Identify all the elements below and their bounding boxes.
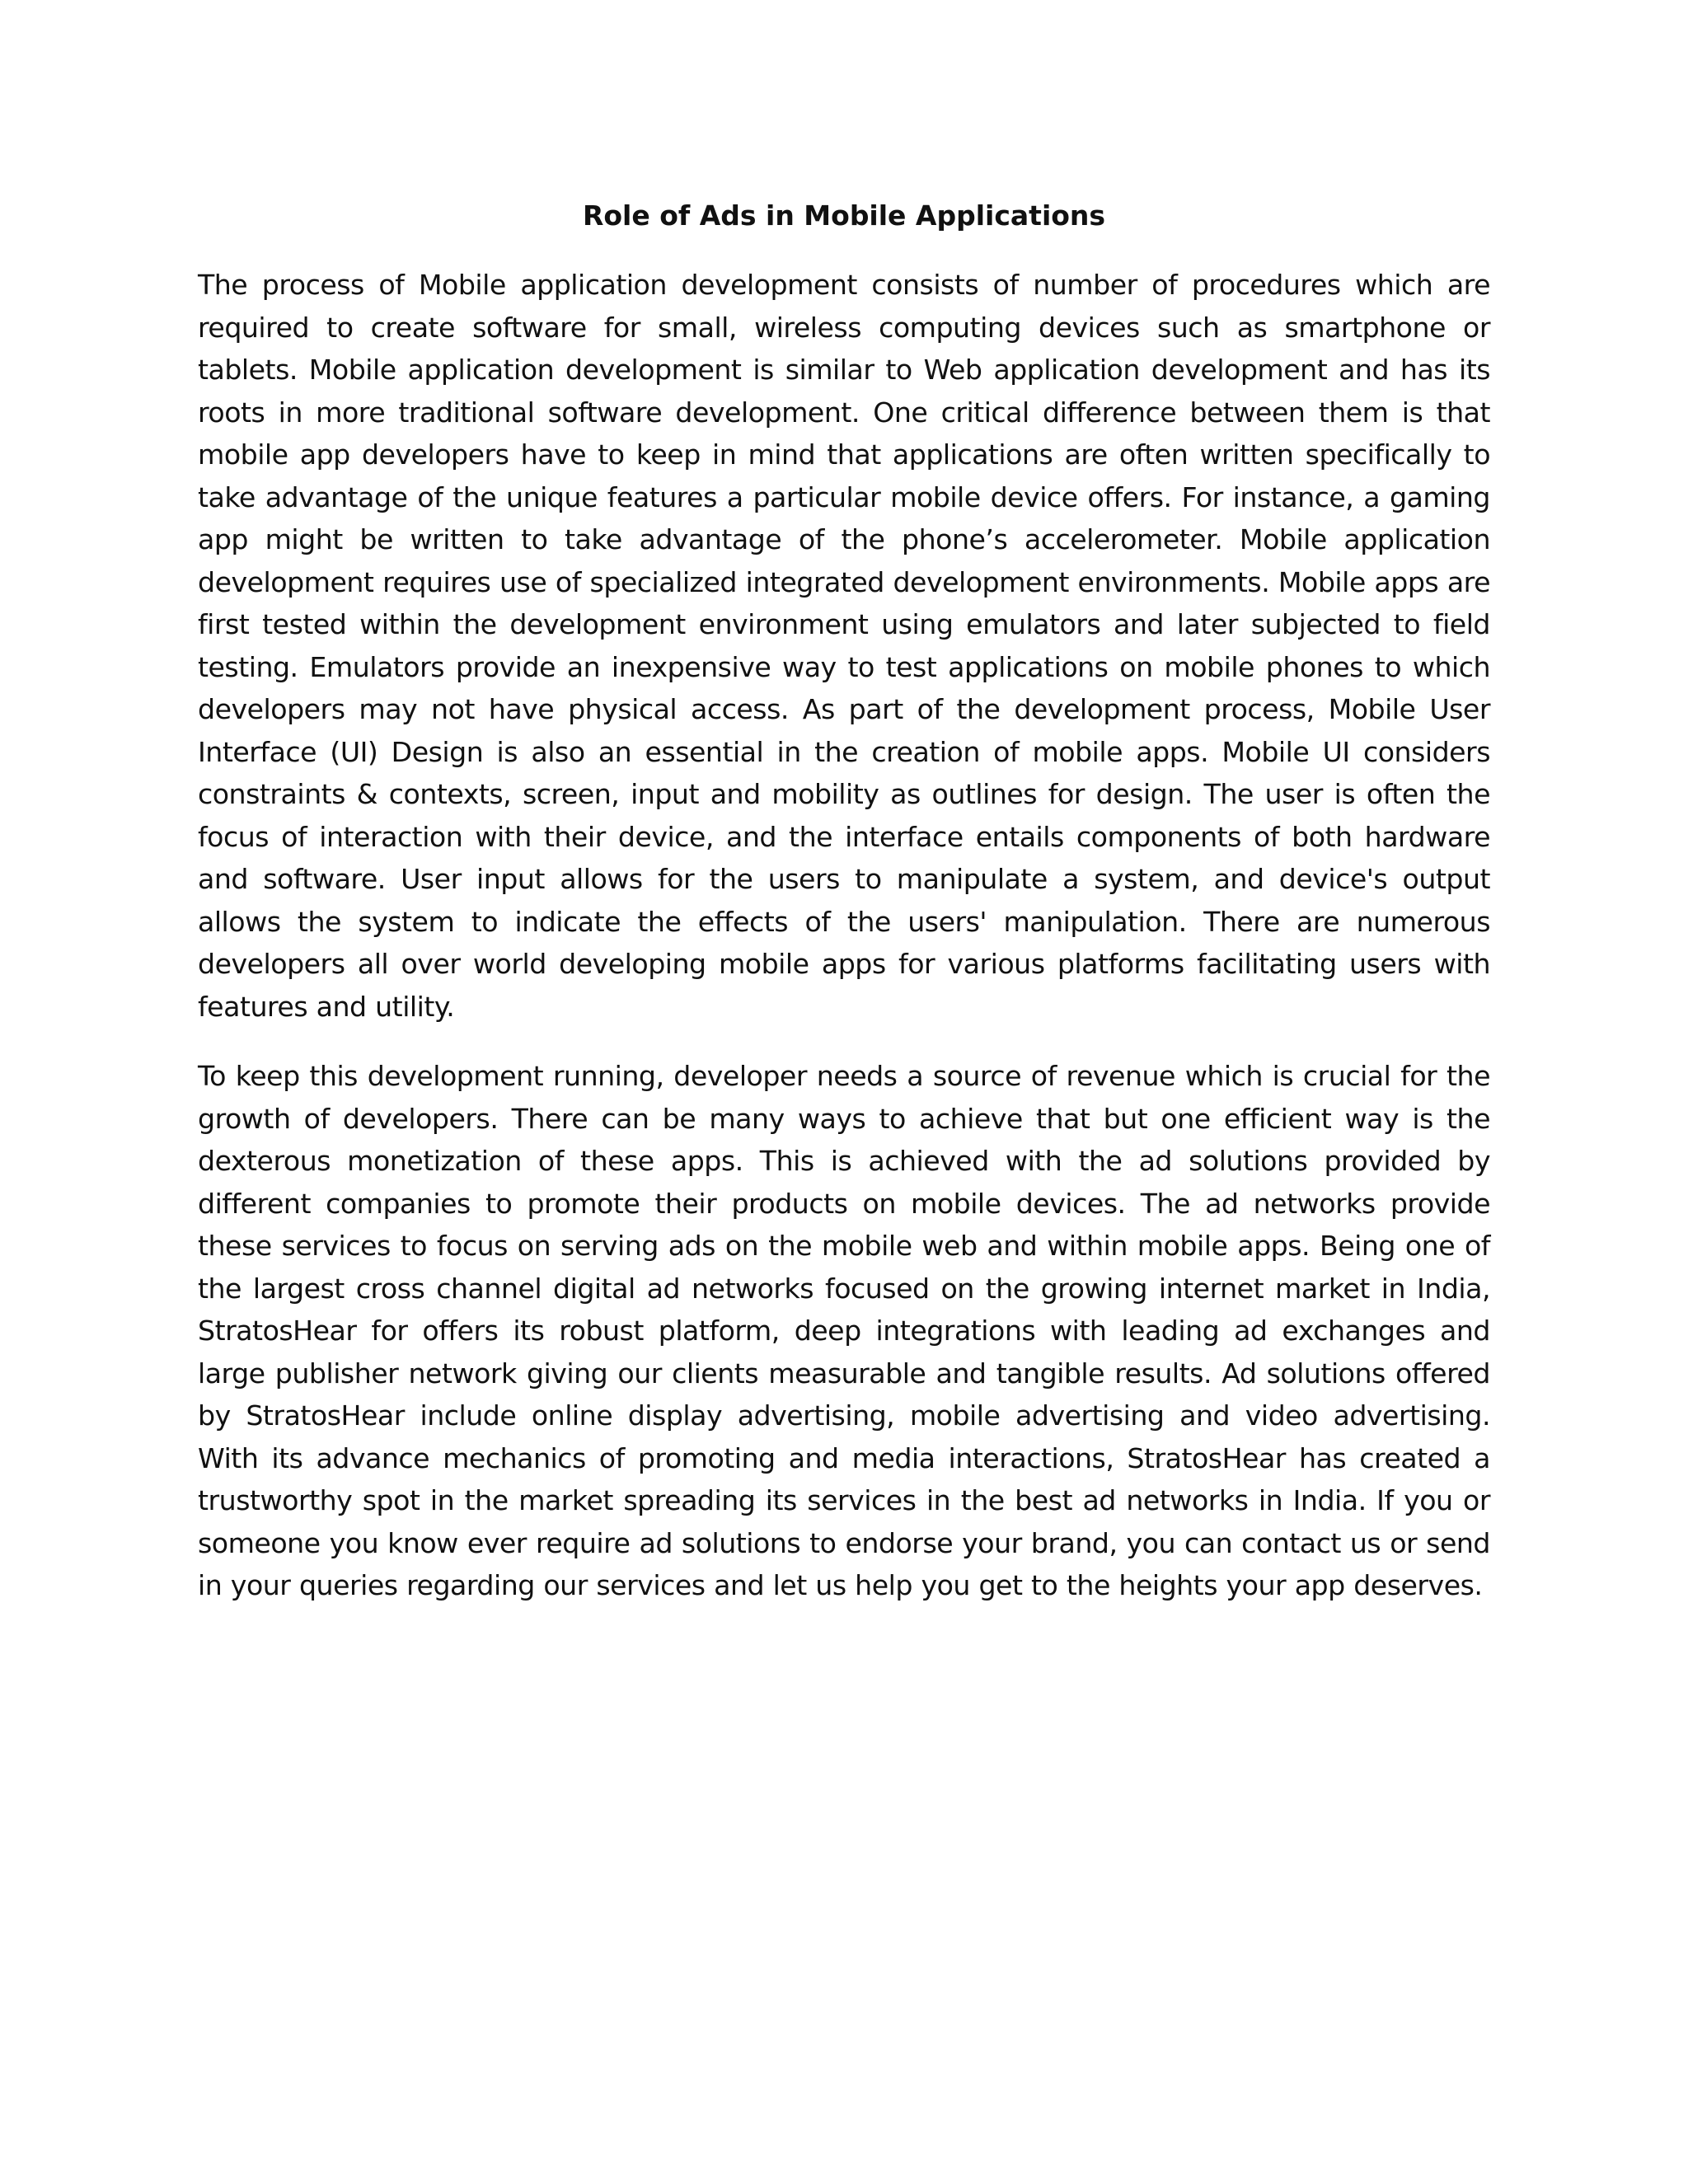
paragraph-ad-monetization: To keep this development running, developer needs a source of revenue which is crucial for the growth of developers. There can be many ways to achieve that but one efficient way is the dexterous monetization of these apps. This is achieved with the ad solutions provided by different companies to promote their products on mobile devices. The ad networks provide these services to focus on serving ads on the mobile web and within mobile apps. Being one of the largest cross channel digital ad networks focused on the growing internet market in India, StratosHear for offers its robust platform, deep integrations with leading ad exchanges and large publisher network giving our clients measurable and tangible results. Ad solutions offered by StratosHear include online display advertising, mobile advertising and video advertising. With its advance mechanics of promoting and media interactions, StratosHear has created a trustworthy spot in the market spreading its services in the best ad networks in India. If you or someone you know ever require ad solutions to endorse your brand, you can contact us or send in your queries regarding our services and let us help you get to the heights your app deserves. [198, 1060, 1490, 1601]
document-title: Role of Ads in Mobile Applications [582, 199, 1106, 232]
document-body [198, 194, 1490, 1634]
paragraph-mobile-development: The process of Mobile application development consists of number of procedures which are required to create software for small, wireless computing devices such as smartphone or tablets. Mobile application development is similar to Web application development and has its roots in more traditional software development. One critical difference between them is that mobile app developers have to keep in mind that applications are often written specifically to take advantage of the unique features a particular mobile device offers. For instance, a gaming app might be written to take advantage of the phone’s accelerometer. Mobile application development requires use of specialized integrated development environments. Mobile apps are first tested within the development environment using emulators and later subjected to field testing. Emulators provide an inexpensive way to test applications on mobile phones to which developers may not have physical access. As part of the development process, Mobile User Interface (UI) Design is also an essential in the creation of mobile apps. Mobile UI considers constraints & contexts, screen, input and mobility as outlines for design. The user is often the focus of interaction with their device, and the interface entails components of both hardware and software. User input allows for the users to manipulate a system, and device's output allows the system to indicate the effects of the users' manipulation. There are numerous developers all over world developing mobile apps for various platforms facilitating users with features and utility. [198, 269, 1490, 1023]
